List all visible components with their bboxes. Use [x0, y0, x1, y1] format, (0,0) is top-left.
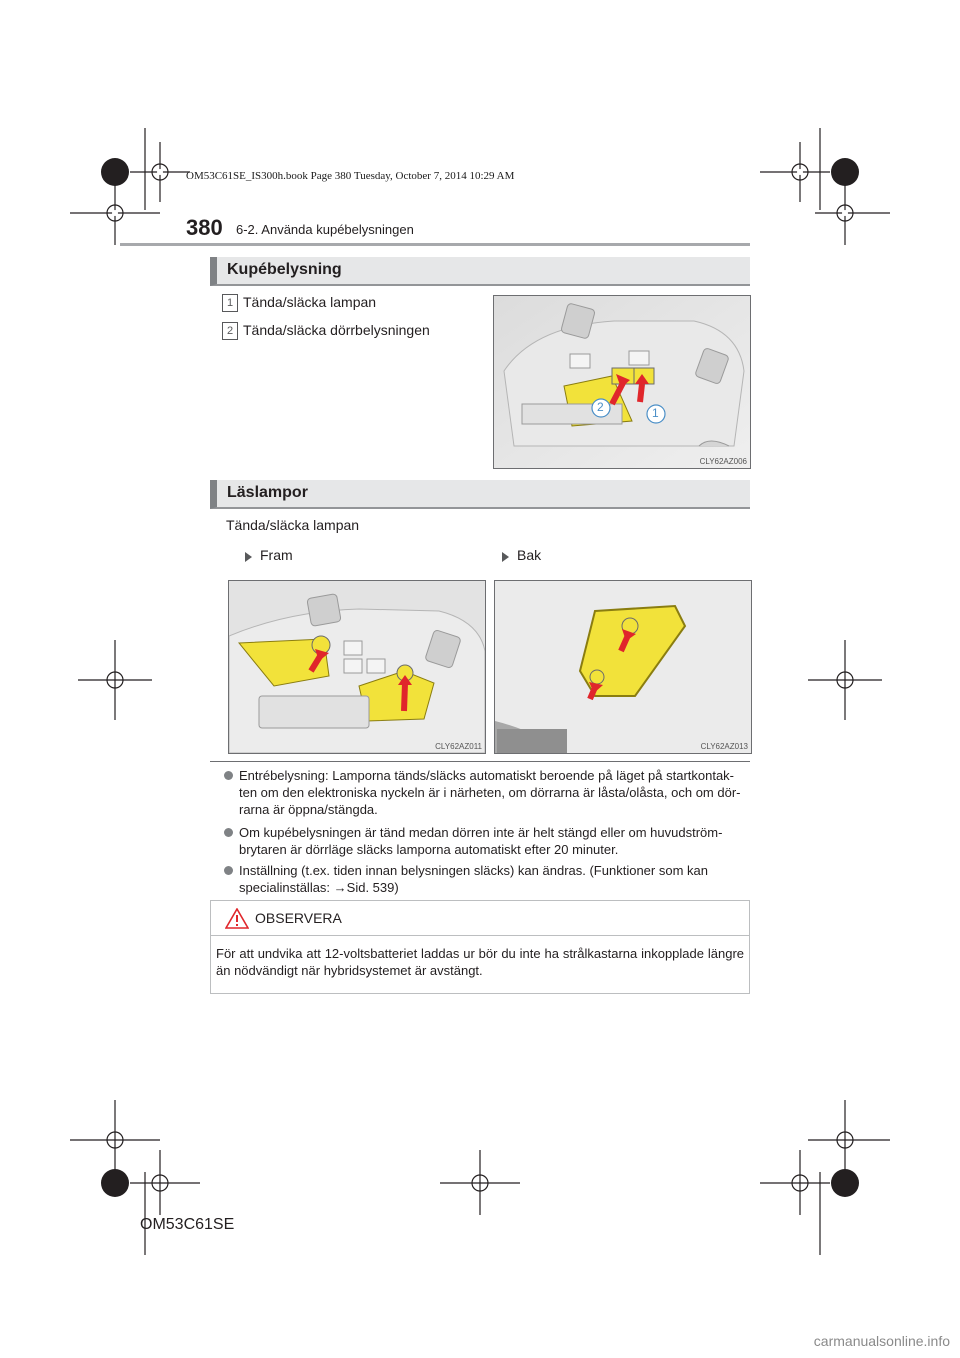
note-text: Entrébelysning: Lamporna tänds/släcks automatiskt beroende på läget på startkontak-ten om den elektroniska nyckeln är i närheten, om dörrarna är låsta/olåsta, och om dör-rarna är öppna/stängda. — [239, 768, 741, 817]
caution-header — [211, 901, 749, 936]
note-item — [224, 824, 750, 858]
item-number-badge: 1 — [222, 294, 238, 312]
chapter-title: 6-2. Använda kupébelysningen — [236, 222, 414, 237]
item-label: Tända/släcka lampan — [243, 294, 377, 310]
watermark: carmanualsonline.info — [813, 1333, 950, 1349]
book-file-info: OM53C61SE_IS300h.book Page 380 Tuesday, October 7, 2014 10:29 AM — [186, 170, 515, 182]
triangle-bullet-icon — [245, 552, 252, 562]
illustration-rear-reading-lamp — [494, 580, 752, 754]
bullet-dot-icon — [224, 828, 233, 837]
callout-number: 2 — [597, 400, 604, 414]
note-text: Inställning (t.ex. tiden innan belysningen släcks) kan ändras. (Funktioner som kan specialinställas: →Sid. 539) — [239, 863, 708, 895]
note-text: Om kupébelysningen är tänd medan dörren inte är helt stängd eller om huvudström-brytaren är dörrläge släcks lamporna automatiskt efter 20 minuter. — [239, 825, 723, 857]
image-code: CLY62AZ013 — [700, 742, 748, 751]
callout-number: 1 — [652, 406, 659, 420]
caution-title: OBSERVERA — [255, 910, 342, 926]
caution-box — [210, 900, 750, 994]
section-heading-laslampor — [210, 480, 750, 509]
warning-triangle-icon — [225, 908, 249, 929]
item-label: Tända/släcka dörrbelysningen — [243, 322, 430, 338]
section-title: Kupébelysning — [227, 261, 342, 278]
section-heading-kupebelysning — [210, 257, 750, 286]
label-front: Fram — [260, 547, 293, 563]
label-rear: Bak — [517, 547, 542, 563]
triangle-bullet-icon — [502, 552, 509, 562]
note-item — [224, 767, 750, 818]
footer-code: OM53C61SE — [140, 1216, 235, 1233]
section-title: Läslampor — [227, 484, 308, 501]
illustration-ceiling-console — [493, 295, 751, 469]
divider — [210, 761, 750, 762]
image-code: CLY62AZ006 — [699, 457, 747, 466]
intro-text: Tända/släcka lampan — [226, 517, 360, 533]
caution-text: För att undvika att 12-voltsbatteriet laddas ur bör du inte ha strålkastarna inkopplade längre än nödvändigt när hybridsystemet är avstängt. — [216, 946, 744, 978]
image-code: CLY62AZ011 — [435, 742, 482, 751]
item-number-badge: 2 — [222, 322, 238, 340]
bullet-dot-icon — [224, 866, 233, 875]
header-rule — [120, 243, 750, 246]
illustration-front-reading-lamps — [228, 580, 486, 754]
page-number: 380 — [186, 215, 223, 240]
bullet-dot-icon — [224, 771, 233, 780]
note-item — [224, 862, 750, 896]
